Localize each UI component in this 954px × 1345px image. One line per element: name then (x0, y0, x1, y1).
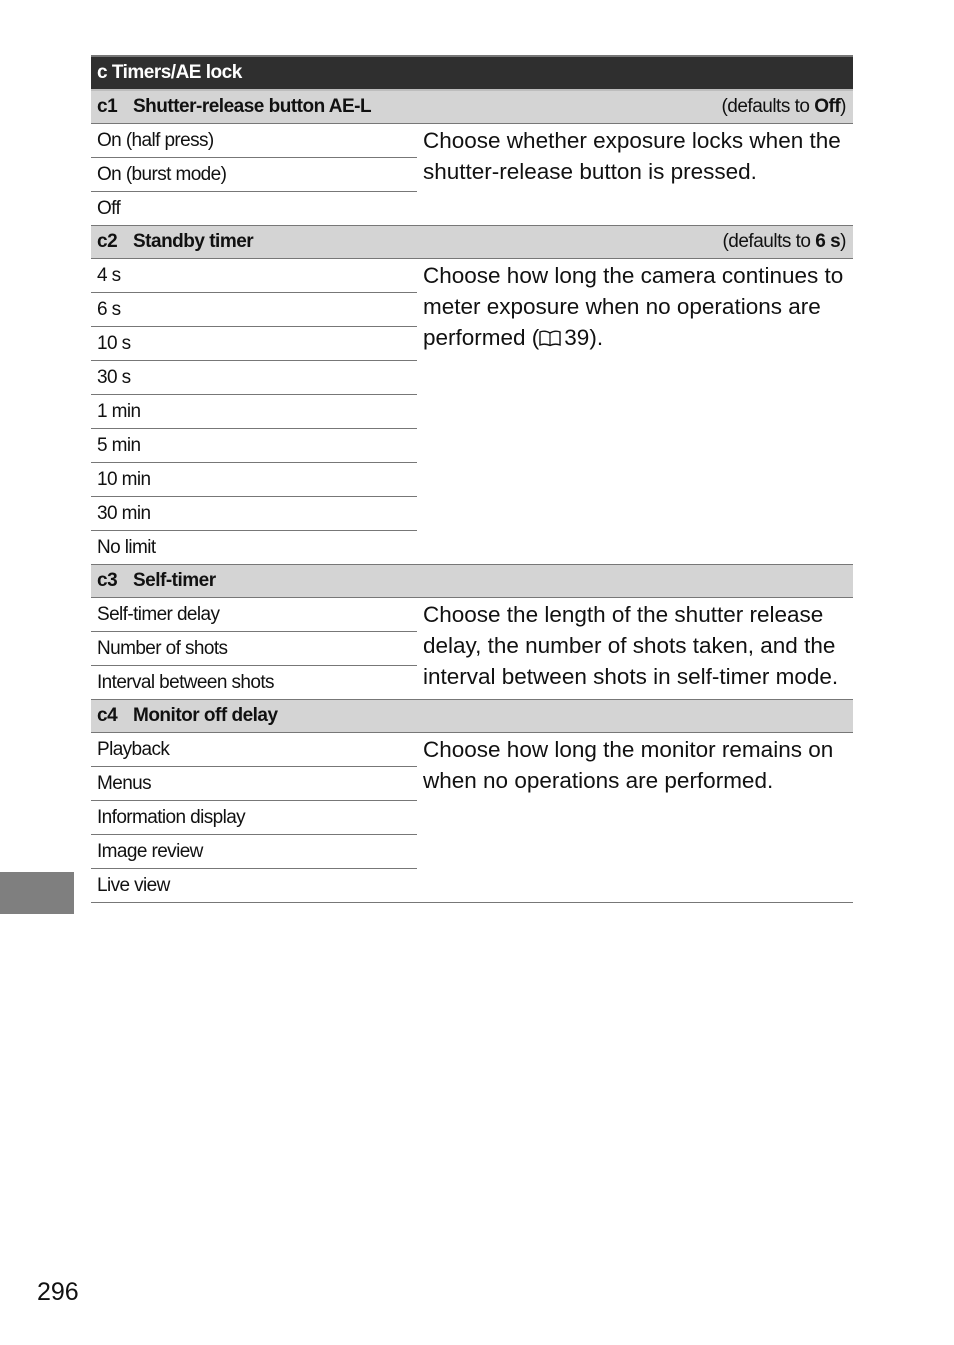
section-code: c4 (97, 705, 118, 726)
section-code: c1 (97, 96, 118, 117)
section-body-c2 (91, 259, 853, 565)
option-item: Live view (97, 875, 170, 896)
chapter-tab (0, 872, 74, 914)
page-reference[interactable]: 39 (564, 325, 590, 350)
section-description (417, 259, 853, 564)
option-item: 6 s (91, 293, 417, 327)
section-name: Self-timer (133, 570, 216, 591)
option-list (91, 124, 417, 225)
option-item: Menus (91, 767, 417, 801)
section-header-c4 (91, 700, 853, 733)
section-name: Monitor off delay (133, 705, 278, 726)
option-item: 30 min (91, 497, 417, 531)
option-item: On (burst mode) (91, 158, 417, 192)
default-suffix: ) (840, 231, 846, 252)
description-text: ). (589, 325, 604, 350)
section-description: Choose the length of the shutter release delay, the number of shots taken, and the interval between shots in self-timer mode. (423, 602, 839, 689)
settings-table (91, 55, 853, 903)
book-icon (539, 324, 561, 355)
option-item: Self-timer delay (91, 598, 417, 632)
option-item: Number of shots (91, 632, 417, 666)
section-name: Shutter-release button AE-L (133, 96, 372, 117)
option-item: Image review (91, 835, 417, 869)
table-title: c Timers/AE lock (91, 57, 853, 91)
option-item: Off (97, 198, 121, 219)
section-code: c3 (97, 570, 118, 591)
description-text: Choose how long the camera continues to meter exposure when no operations are performed ( (423, 263, 844, 350)
section-title (97, 705, 278, 727)
option-item: Interval between shots (97, 672, 274, 693)
default-suffix: ) (840, 96, 846, 117)
default-prefix: (defaults to (721, 96, 815, 117)
option-item: 10 s (91, 327, 417, 361)
default-note (721, 96, 846, 118)
option-item: Information display (91, 801, 417, 835)
section-title (97, 96, 371, 118)
option-list (91, 733, 417, 902)
default-note (722, 231, 846, 253)
section-title (97, 570, 216, 592)
option-item: Playback (91, 733, 417, 767)
section-code: c2 (97, 231, 118, 252)
section-name: Standby timer (133, 231, 254, 252)
page-number: 296 (37, 1278, 79, 1306)
section-body-c3 (91, 598, 853, 700)
section-header-c3 (91, 565, 853, 598)
section-header-c2 (91, 226, 853, 259)
section-title (97, 231, 253, 253)
option-item: 1 min (91, 395, 417, 429)
option-list (91, 259, 417, 564)
option-item: 5 min (91, 429, 417, 463)
option-item: On (half press) (91, 124, 417, 158)
section-description: Choose how long the monitor remains on when no operations are performed. (423, 737, 834, 793)
default-prefix: (defaults to (722, 231, 816, 252)
default-value: 6 s (815, 231, 841, 252)
option-item: 10 min (91, 463, 417, 497)
section-body-c4 (91, 733, 853, 903)
section-body-c1 (91, 124, 853, 226)
option-item: 4 s (91, 259, 417, 293)
section-header-c1 (91, 91, 853, 124)
option-list (91, 598, 417, 699)
default-value: Off (814, 96, 841, 117)
option-item: 30 s (91, 361, 417, 395)
section-description: Choose whether exposure locks when the shutter-release button is pressed. (423, 128, 841, 184)
option-item: No limit (97, 537, 156, 558)
